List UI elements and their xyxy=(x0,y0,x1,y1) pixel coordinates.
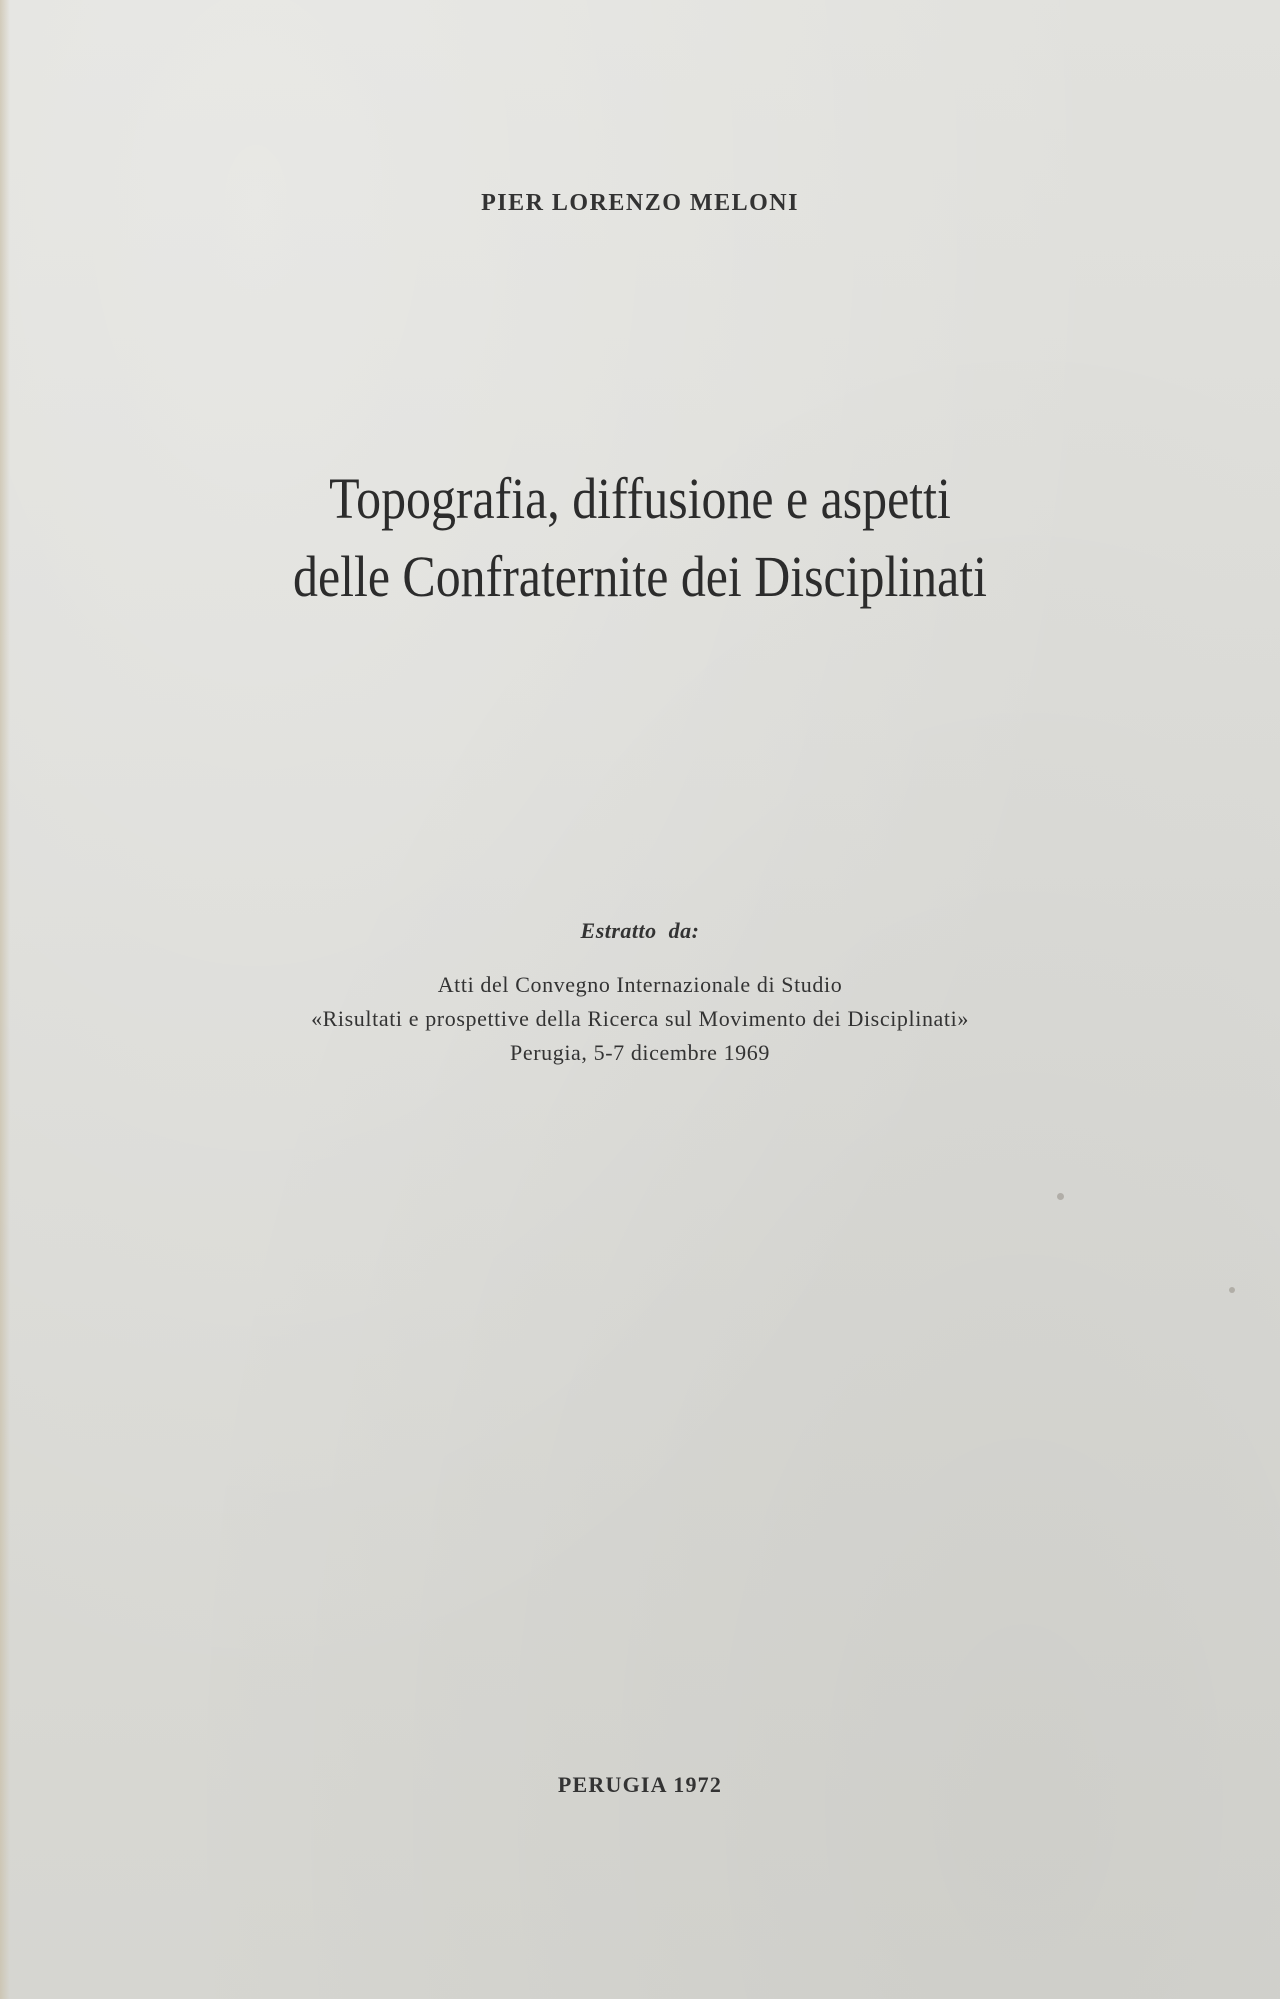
proceedings-line-1: Atti del Convegno Internazionale di Studio xyxy=(437,972,843,997)
publication-imprint: PERUGIA 1972 xyxy=(557,1772,723,1797)
title-line-2: delle Confraternite dei Disciplinati xyxy=(293,544,987,609)
paper-speck xyxy=(1057,1193,1064,1200)
extract-label: Estratto da: xyxy=(580,918,700,943)
proceedings-line-3: Perugia, 5-7 dicembre 1969 xyxy=(510,1040,770,1065)
paper-speck xyxy=(1229,1287,1235,1293)
proceedings-line-2: «Risultati e prospettive della Ricerca sul Movimento dei Disciplinati» xyxy=(311,1006,969,1031)
proceedings-info xyxy=(0,968,1280,1070)
document-title xyxy=(90,460,1191,616)
title-line-1: Topografia, diffusione e aspetti xyxy=(329,466,951,531)
author-name: PIER LORENZO MELONI xyxy=(481,190,799,216)
